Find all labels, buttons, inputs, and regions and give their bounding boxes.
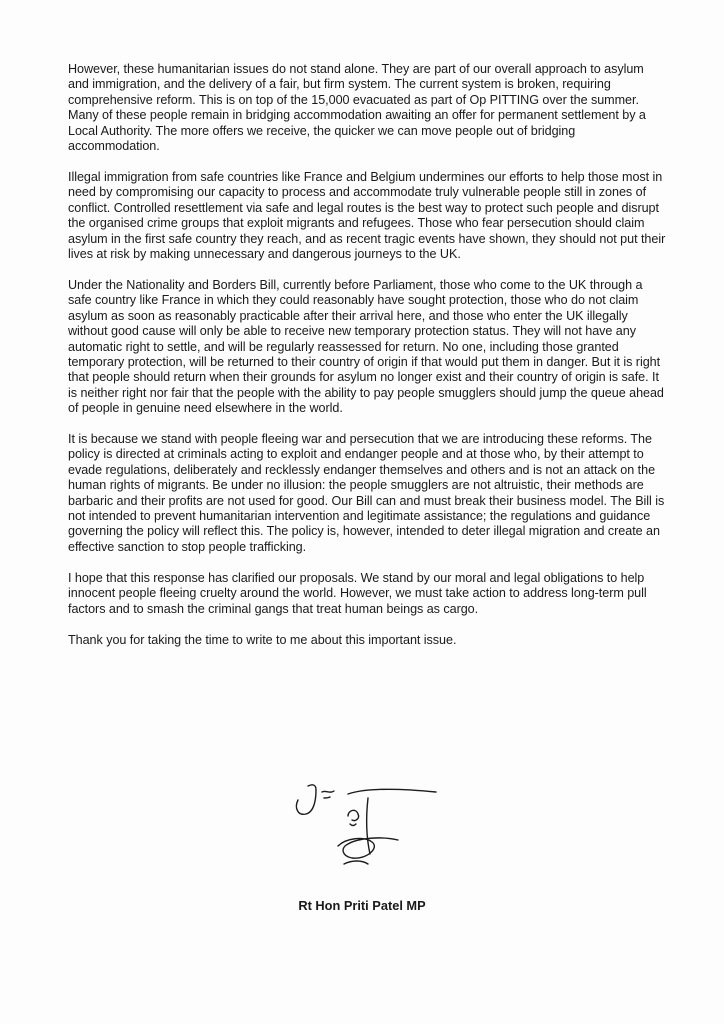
paragraph-5: I hope that this response has clarified our proposals. We stand by our moral and legal obligations to help innocent people fleeing cruelty around the world. However, we must take action to address long-term pull factors and to smash the criminal gangs that treat human beings as cargo.: [68, 570, 647, 616]
paragraph-6: Thank you for taking the time to write to me about this important issue.: [68, 632, 457, 647]
letter-body: [68, 62, 666, 663]
paragraph-1: However, these humanitarian issues do not stand alone. They are part of our overall approach to asylum and immigration, and the delivery of a fair, but firm system. The current system is broken, requiring comprehensive reform. This is on top of the 15,000 evacuated as part of Op PITTING over the summer. Many of these people remain in bridging accommodation awaiting an offer for permanent settlement by a Local Authority. The more offers we receive, the quicker we can move people out of bridging accommodation.: [68, 62, 646, 154]
paragraph-3: Under the Nationality and Borders Bill, currently before Parliament, those who come to the UK through a safe country like France in which they could reasonably have sought protection, those who do not claim asylum as soon as reasonably practicable after their arrival here, and those who enter the UK illegally without good cause will only be able to receive new temporary protection status. They will not have any automatic right to settle, and will be regularly reassessed for return. No one, including those granted temporary protection, will be returned to their country of origin if that would put them in danger. But it is right that people should return when their grounds for asylum no longer exist and their country of origin is safe. It is neither right nor fair that the people with the ability to pay people smugglers should jump the queue ahead of people in genuine need elsewhere in the world.: [68, 277, 664, 416]
paragraph-2: Illegal immigration from safe countries like France and Belgium undermines our efforts to help those most in need by compromising our capacity to process and accommodate truly vulnerable people still in zones of conflict. Controlled resettlement via safe and legal routes is the best way to protect such people and disrupt the organised crime groups that exploit migrants and refugees. Those who fear persecution should claim asylum in the first safe country they reach, and as recent tragic events have shown, they should not put their lives at risk by making unnecessary and dangerous journeys to the UK.: [68, 169, 666, 261]
handwritten-signature: [286, 776, 446, 876]
signatory-name: Rt Hon Priti Patel MP: [298, 898, 426, 913]
paragraph-4: It is because we stand with people fleeing war and persecution that we are introducing these reforms. The policy is directed at criminals acting to exploit and endanger people and at those who, by their attempt to evade regulations, deliberately and recklessly endanger themselves and others and is not an attack on the human rights of migrants. Be under no illusion: the people smugglers are not altruistic, their methods are barbaric and their profits are not used for good. Our Bill can and must break their business model. The Bill is not intended to prevent humanitarian intervention and legitimate assistance; the regulations and guidance governing the policy will reflect this. The policy is, however, intended to deter illegal migration and create an effective sanction to stop people trafficking.: [68, 432, 665, 554]
